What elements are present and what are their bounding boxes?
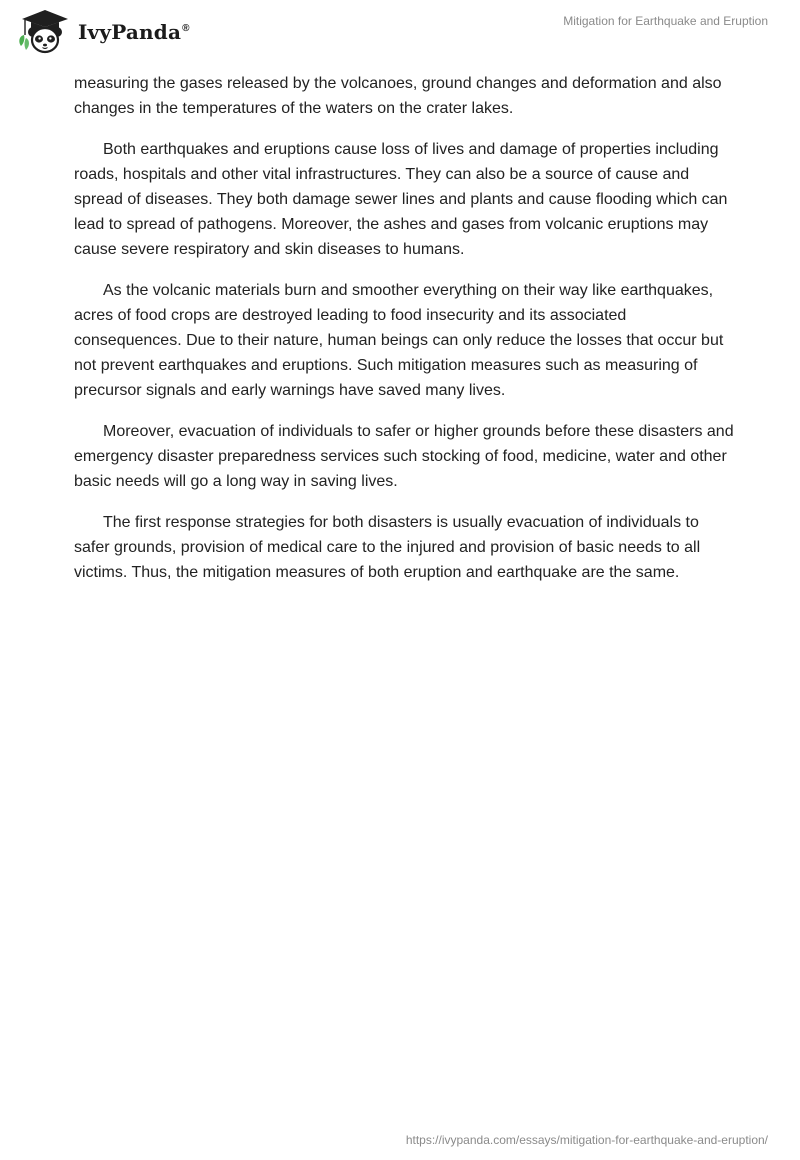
page-header	[0, 0, 800, 70]
paragraph: The first response strategies for both disasters is usually evacuation of individuals to safer grounds, provision of medical care to the injured and provision of basic needs to all victims. Thus, the mitigation measures of both eruption and earthquake are the same.	[74, 514, 701, 581]
registered-mark: ®	[182, 23, 190, 35]
ivypanda-logo[interactable]	[16, 8, 190, 54]
paragraph: As the volcanic materials burn and smoother everything on their way like earthquakes, acres of food crops are destroyed leading to food insecurity and its associated consequences. Due to their nature, human beings can only reduce the losses that occur but not prevent earthquakes and eruptions. Such mitigation measures such as measuring of precursor signals and early warnings have saved many lives.	[74, 282, 724, 399]
paragraph: Both earthquakes and eruptions cause loss of lives and damage of properties including roads, hospitals and other vital infrastructures. They can also be a source of cause and spread of diseases. They both damage sewer lines and plants and cause flooding which can lead to spread of pathogens. Moreover, the ashes and gases from volcanic eruptions may cause severe respiratory and skin diseases to humans.	[74, 141, 728, 258]
paragraph: Moreover, evacuation of individuals to safer or higher grounds before these disasters and emergency disaster preparedness services such stocking of food, medicine, water and other basic needs will go a long way in saving lives.	[74, 423, 734, 490]
source-url[interactable]: https://ivypanda.com/essays/mitigation-for-earthquake-and-eruption/	[405, 1133, 768, 1147]
document-title: Mitigation for Earthquake and Eruption	[563, 14, 768, 28]
paragraph-continued: measuring the gases released by the volcanoes, ground changes and deformation and also changes in the temperatures of the waters on the crater lakes.	[74, 75, 722, 117]
essay-body	[74, 71, 734, 601]
brand-name: IvyPanda®	[78, 20, 190, 44]
panda-graduation-cap-icon	[16, 8, 74, 54]
